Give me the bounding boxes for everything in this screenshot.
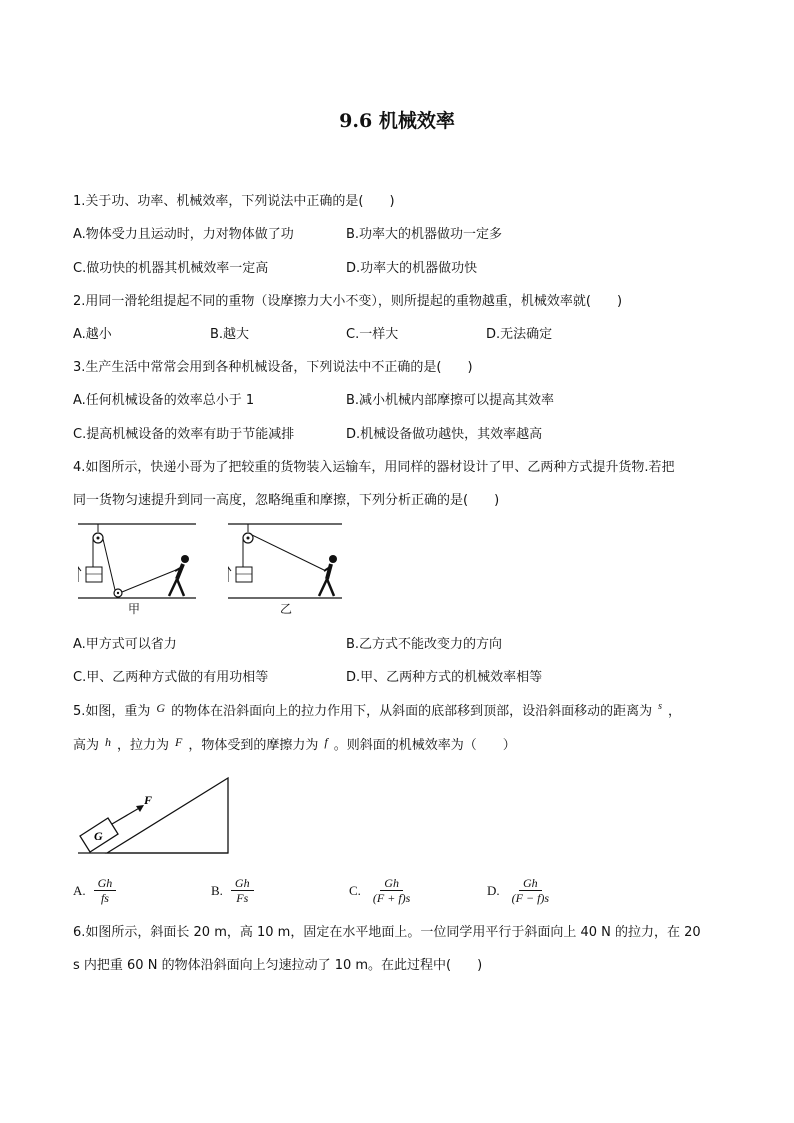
question-6-stem-line2: s 内把重 60 N 的物体沿斜面向上匀速拉动了 10 m。在此过程中( ) [73,958,483,973]
q3-option-b: B.减小机械内部摩擦可以提高其效率 [346,393,555,408]
page-title: 9.6 机械效率 [339,110,455,132]
pulley-figure-yi [228,518,358,618]
incline-label-g: G [94,829,103,843]
q1-option-c: C.做功快的机器其机械效率一定高 [73,261,269,276]
figure-label-jia: 甲 [128,602,141,616]
q4-option-a: A.甲方式可以省力 [73,637,177,652]
question-4-stem-line1: 4.如图所示，快递小哥为了把较重的货物装入运输车，用同样的器材设计了甲、乙两种方式提升货物.若把 [73,460,675,475]
q3-option-a: A.任何机械设备的效率总小于 1 [73,393,255,408]
q3-option-d: D.机械设备做功越快，其效率越高 [346,427,543,442]
q4-option-d: D.甲、乙两种方式的机械效率相等 [346,670,543,685]
question-2-stem: 2.用同一滑轮组提起不同的重物（设摩擦力大小不变），则所提起的重物越重，机械效率就( ) [73,294,623,309]
q3-option-c: C.提高机械设备的效率有助于节能减排 [73,427,295,442]
incline-figure [78,770,238,860]
figure-label-yi: 乙 [280,602,293,616]
q1-option-d: D.功率大的机器做功快 [346,261,478,276]
q2-option-c: C.一样大 [346,327,399,342]
incline-label-f: F [144,793,153,807]
q5-option-c: C. $\frac{Gh}{(F + f)s}$ [349,876,411,905]
question-5-stem-line2: 高为 h ，拉力为 F ，物体受到的摩擦力为 f 。则斜面的机械效率为（ ） [73,735,516,753]
q2-option-b: B.越大 [210,327,250,342]
q5-option-a: A. $\frac{Gh}{fs}$ [73,876,116,905]
q2-option-d: D.无法确定 [486,327,553,342]
q4-option-b: B.乙方式不能改变力的方向 [346,637,503,652]
q5-option-b: B. $\frac{Gh}{Fs}$ [211,876,254,905]
question-1-stem: 1.关于功、功率、机械效率，下列说法中正确的是( ) [73,194,395,209]
q1-option-a: A.物体受力且运动时，力对物体做了功 [73,227,294,242]
question-5-stem-line1: 5.如图，重为 G 的物体在沿斜面向上的拉力作用下，从斜面的底部移到顶部，设沿斜面移动的距离为 s ， [73,701,682,719]
pulley-figure-jia [78,518,208,618]
q1-option-b: B.功率大的机器做功一定多 [346,227,503,242]
q5-option-d: D. $\frac{Gh}{(F - f)s}$ [487,876,550,905]
question-4-stem-line2: 同一货物匀速提升到同一高度，忽略绳重和摩擦，下列分析正确的是( ) [73,493,500,508]
question-6-stem-line1: 6.如图所示，斜面长 20 m，高 10 m，固定在水平地面上。一位同学用平行于斜面向上 40 N 的拉力，在 20 [73,925,701,940]
q4-option-c: C.甲、乙两种方式做的有用功相等 [73,670,269,685]
q2-option-a: A.越小 [73,327,112,342]
question-3-stem: 3.生产生活中常常会用到各种机械设备，下列说法中不正确的是( ) [73,360,473,375]
